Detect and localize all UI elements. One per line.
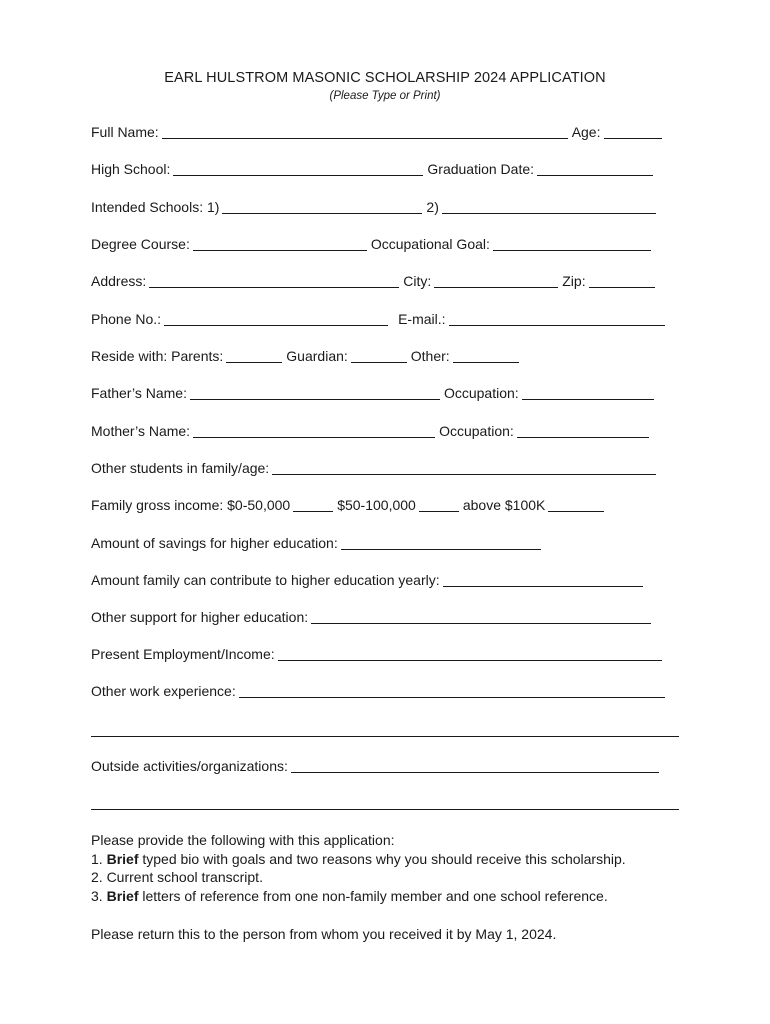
- row-reside-with: [91, 348, 523, 364]
- zip-label: Zip:: [562, 273, 586, 289]
- row-full-name: [91, 124, 666, 140]
- occupational-goal-field[interactable]: [493, 249, 651, 251]
- row-mother: [91, 423, 653, 439]
- intended-schools-label: Intended Schools: 1): [91, 199, 220, 215]
- family-contribution-label: Amount family can contribute to higher education yearly:: [91, 572, 440, 588]
- row-family-income: [91, 497, 608, 513]
- income-mid-label: $50-100,000: [337, 497, 416, 513]
- age-label: Age:: [571, 124, 601, 140]
- row-phone: [91, 311, 669, 327]
- family-income-label: Family gross income: $0-50,000: [91, 497, 291, 513]
- row-outside-activities: [91, 758, 663, 774]
- work-experience-field[interactable]: [239, 696, 665, 698]
- parents-field[interactable]: [226, 361, 282, 363]
- father-occupation-field[interactable]: [522, 398, 654, 400]
- intended-school-1-field[interactable]: [222, 212, 422, 214]
- high-school-label: High School:: [91, 161, 171, 177]
- page-title: EARL HULSTROM MASONIC SCHOLARSHIP 2024 APPLICATION: [164, 70, 606, 86]
- graduation-date-label: Graduation Date:: [427, 161, 535, 177]
- father-occupation-label: Occupation:: [443, 385, 519, 401]
- row-degree-course: [91, 236, 655, 252]
- page-subtitle: (Please Type or Print): [329, 90, 441, 102]
- other-students-label: Other students in family/age:: [91, 460, 270, 476]
- row-high-school: [91, 161, 657, 177]
- city-field[interactable]: [434, 286, 558, 288]
- email-field[interactable]: [449, 324, 665, 326]
- city-label: City:: [403, 273, 432, 289]
- income-high-label: above $100K: [462, 497, 546, 513]
- fathers-name-field[interactable]: [190, 398, 440, 400]
- intended-schools-2-label: 2): [426, 199, 439, 215]
- employment-field[interactable]: [278, 659, 662, 661]
- emphasis-brief: Brief: [106, 888, 139, 904]
- emphasis-brief: Brief: [106, 851, 139, 867]
- other-label: Other:: [410, 348, 450, 364]
- graduation-date-field[interactable]: [537, 174, 653, 176]
- employment-label: Present Employment/Income:: [91, 646, 275, 662]
- savings-field[interactable]: [341, 548, 541, 550]
- row-family-contribution: [91, 572, 647, 588]
- row-father: [91, 385, 658, 401]
- instruction-item-2: 2. Current school transcript.: [91, 869, 263, 885]
- phone-label: Phone No.:: [91, 311, 162, 327]
- savings-label: Amount of savings for higher education:: [91, 535, 338, 551]
- work-experience-label: Other work experience:: [91, 683, 236, 699]
- income-low-field[interactable]: [293, 510, 333, 512]
- phone-field[interactable]: [164, 324, 388, 326]
- outside-activities-label: Outside activities/organizations:: [91, 758, 288, 774]
- family-contribution-field[interactable]: [443, 585, 643, 587]
- instruction-item-3: 3. Brief letters of reference from one non-family member and one school reference.: [91, 888, 608, 904]
- address-label: Address:: [91, 273, 147, 289]
- instructions-intro: Please provide the following with this application:: [91, 832, 395, 848]
- reside-with-label: Reside with: Parents:: [91, 348, 224, 364]
- degree-course-label: Degree Course:: [91, 236, 190, 252]
- income-mid-field[interactable]: [419, 510, 459, 512]
- guardian-field[interactable]: [351, 361, 407, 363]
- full-name-field[interactable]: [162, 137, 568, 139]
- row-savings: [91, 535, 545, 551]
- fathers-name-label: Father’s Name:: [91, 385, 187, 401]
- other-support-label: Other support for higher education:: [91, 609, 309, 625]
- row-work-experience: [91, 683, 669, 699]
- other-students-field[interactable]: [272, 473, 656, 475]
- mother-occupation-label: Occupation:: [439, 423, 514, 439]
- row-address: [91, 273, 659, 289]
- degree-course-field[interactable]: [193, 249, 367, 251]
- outside-activities-extra-line[interactable]: [91, 809, 679, 810]
- row-other-students: [91, 460, 660, 476]
- occupational-goal-label: Occupational Goal:: [370, 236, 490, 252]
- row-intended-schools: [91, 199, 660, 215]
- guardian-label: Guardian:: [286, 348, 348, 364]
- mothers-name-field[interactable]: [193, 436, 435, 438]
- income-high-field[interactable]: [548, 510, 604, 512]
- high-school-field[interactable]: [173, 174, 423, 176]
- zip-field[interactable]: [589, 286, 655, 288]
- other-field[interactable]: [453, 361, 519, 363]
- address-field[interactable]: [149, 286, 399, 288]
- other-support-field[interactable]: [311, 622, 651, 624]
- age-field[interactable]: [604, 137, 662, 139]
- full-name-label: Full Name:: [91, 124, 159, 140]
- instruction-item-1: 1. Brief typed bio with goals and two reasons why you should receive this scholarship.: [91, 851, 626, 867]
- mothers-name-label: Mother’s Name:: [91, 423, 191, 439]
- intended-school-2-field[interactable]: [442, 212, 656, 214]
- row-other-support: [91, 609, 655, 625]
- mother-occupation-field[interactable]: [517, 436, 649, 438]
- work-experience-extra-line[interactable]: [91, 736, 679, 737]
- return-note: Please return this to the person from whom you received it by May 1, 2024.: [91, 926, 557, 942]
- outside-activities-field[interactable]: [291, 771, 659, 773]
- email-label: E-mail.:: [398, 311, 446, 327]
- row-employment: [91, 646, 666, 662]
